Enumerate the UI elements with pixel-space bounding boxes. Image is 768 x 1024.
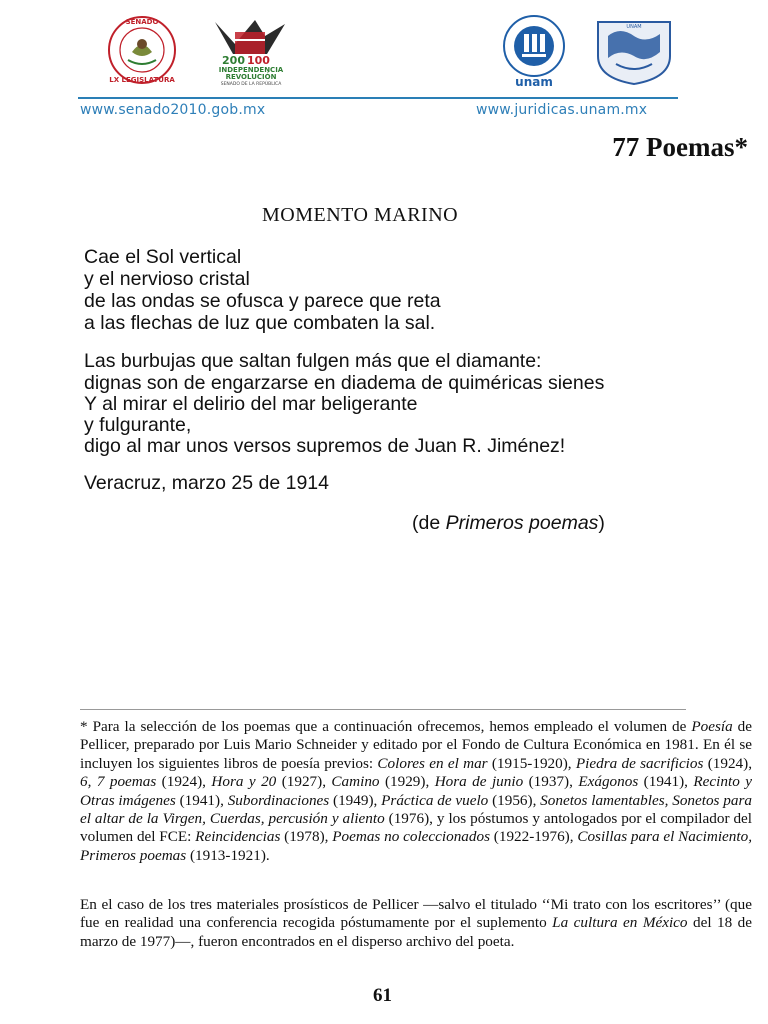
page-number: 61 — [373, 985, 392, 1006]
footnote-divider — [80, 709, 686, 710]
verse-line: a las flechas de luz que combaten la sal. — [84, 312, 436, 334]
senado-logo — [92, 14, 192, 86]
footnote-prose: En el caso de los tres materiales prosísticos de Pellicer —salvo el titulado ‘‘Mi trato con los escritores’’ (que fue en realidad una conferencia recogida póstumamente por el suplemento La cultura en México del 18 de marzo de 1977)—, fueron encontrados en el disperso archivo del poeta. — [80, 896, 753, 950]
unam-shield-logo — [592, 14, 676, 86]
poem-title: MOMENTO MARINO — [262, 204, 459, 226]
svg-text:SENADO: SENADO — [125, 18, 159, 26]
attribution: (de Primeros poemas) — [412, 512, 605, 534]
verse-line: digo al mar unos versos supremos de Juan R. Jiménez! — [84, 435, 566, 457]
svg-text:UNAM: UNAM — [626, 24, 642, 30]
juridicas-url-link[interactable]: www.juridicas.unam.mx — [476, 102, 648, 118]
footnote-selection: * Para la selección de los poemas que a continuación ofrecemos, hemos empleado el volumen de Poesía de Pellicer, preparado por Luis Mario Schneider y editado por el Fondo de Cultura Económica en 1981. En él se incluyen los siguientes libros de poesía previos: Colores en el mar (1915-1920), Piedra de sacrificios (1924), 6, 7 poemas (1924), Hora y 20 (1927), Camino (1929), Hora de junio (1937), Exágonos (1941), Recinto y Otras imágenes (1941), Subordinaciones (1949), Práctica de vuelo (1956), Sonetos lamentables, Sonetos para el altar de la Virgen, Cuerdas, percusión y aliento (1976), y los póstumos y antologados por el compilador del volumen del FCE: Reincidencias (1978), Poemas no coleccionados (1922-1976), Cosillas para el Nacimiento, Primeros poemas (1913-1921). — [80, 718, 753, 864]
svg-text:SENADO DE LA REPÚBLICA: SENADO DE LA REPÚBLICA — [220, 82, 282, 86]
svg-text:100: 100 — [247, 54, 270, 67]
verse-line: y fulgurante, — [84, 414, 192, 436]
header-rule — [78, 97, 678, 99]
svg-text:LX LEGISLATURA: LX LEGISLATURA — [109, 76, 175, 84]
verse-line: y el nervioso cristal — [84, 268, 250, 290]
bicentenario-logo — [205, 14, 297, 86]
iij-unam-logo — [488, 10, 580, 88]
svg-text:REVOLUCIÓN: REVOLUCIÓN — [225, 73, 277, 81]
place-date: Veracruz, marzo 25 de 1914 — [84, 472, 329, 494]
document-title: 77 Poemas* — [612, 132, 748, 162]
verse-line: Cae el Sol vertical — [84, 246, 242, 268]
verse-line: de las ondas se ofusca y parece que reta — [84, 290, 441, 312]
verse-line: Las burbujas que saltan fulgen más que el diamante: — [84, 350, 542, 372]
svg-text:INDEPENDENCIA: INDEPENDENCIA — [218, 66, 284, 74]
verse-line: dignas son de engarzarse en diadema de quiméricas sienes — [84, 372, 605, 394]
verse-line: Y al mirar el delirio del mar beligerante — [84, 393, 418, 415]
svg-text:unam: unam — [515, 75, 553, 88]
svg-text:200: 200 — [222, 54, 245, 67]
senado-url-link[interactable]: www.senado2010.gob.mx — [80, 102, 266, 118]
